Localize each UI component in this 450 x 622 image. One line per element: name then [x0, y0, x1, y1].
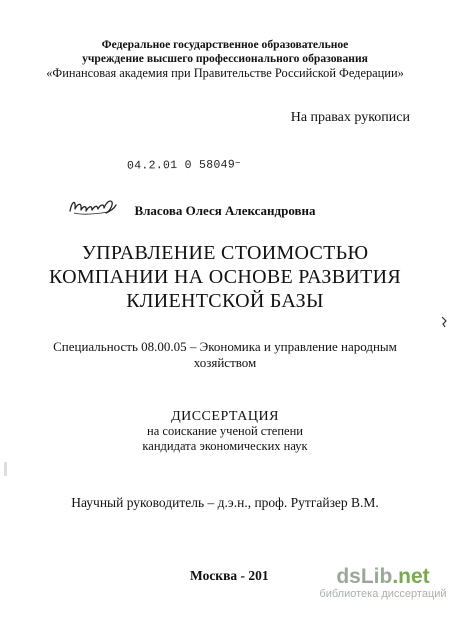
watermark-brand-suffix: .net	[392, 565, 430, 588]
watermark-brand: dsLib	[336, 565, 393, 588]
city-year: Москва - 201	[190, 568, 269, 583]
dissertation-block	[0, 409, 450, 454]
title-line-2: КОМПАНИИ НА ОСНОВЕ РАЗВИТИЯ	[48, 266, 402, 288]
institution-line-2: учреждение высшего профессионального образования	[82, 52, 368, 65]
title-line-3: КЛИЕНТСКОЙ БАЗЫ	[126, 290, 324, 312]
dissertation-title	[0, 241, 450, 313]
watermark-subtitle: библиотека диссертаций	[319, 588, 447, 600]
dissertation-line-3: кандидата экономических наук	[142, 439, 308, 453]
scientific-adviser: Научный руководитель – д.э.н., проф. Рутгайзер В.М.	[71, 495, 379, 510]
rights-note: На правах рукописи	[290, 110, 410, 125]
institution-line-3: «Финансовая академия при Правительстве Российской Федерации»	[46, 66, 404, 80]
scan-edge-mark	[4, 462, 7, 476]
specialty-line-1: Специальность 08.00.05 – Экономика и управление народным	[53, 339, 397, 354]
archive-stamp	[127, 158, 241, 172]
dslib-watermark[interactable]	[318, 566, 448, 601]
stamp-mark: ~	[234, 158, 241, 169]
stamp-number: 04.2.01 0 58049	[126, 158, 236, 173]
specialty	[0, 339, 450, 371]
author-name: Власова Олеся Александровна	[134, 203, 316, 218]
dissertation-heading: ДИССЕРТАЦИЯ	[171, 409, 279, 424]
title-line-1: УПРАВЛЕНИЕ СТОИМОСТЬЮ	[81, 242, 369, 264]
dissertation-line-2: на соискание ученой степени	[147, 424, 303, 438]
watermark-logo	[318, 566, 448, 588]
scan-mark-icon	[440, 316, 448, 328]
institution-line-1: Федеральное государственное образовательное	[101, 38, 349, 51]
specialty-line-2: хозяйством	[193, 355, 257, 370]
institution-header	[0, 38, 450, 80]
